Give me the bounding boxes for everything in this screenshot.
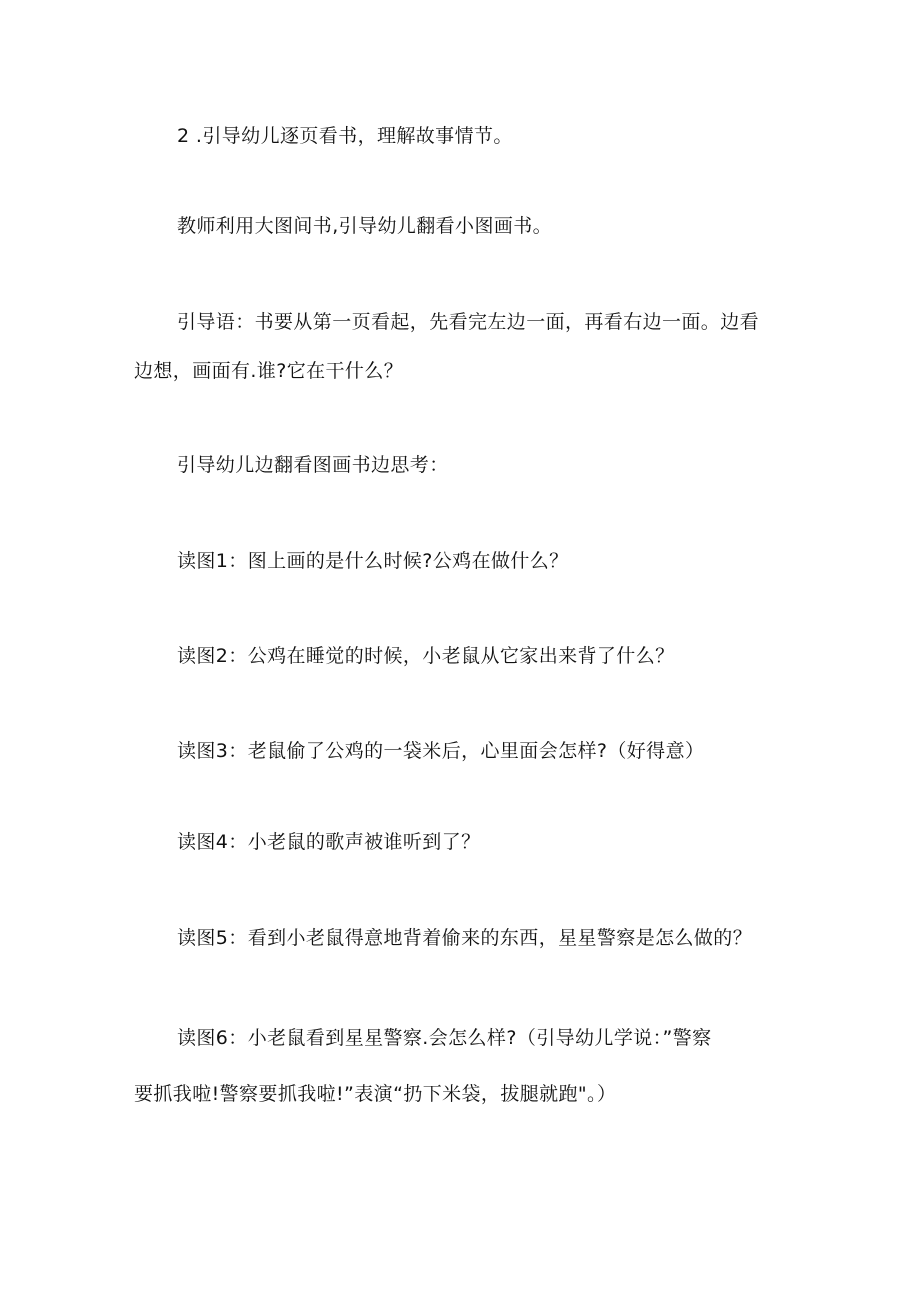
read-picture-3-paragraph (134, 727, 794, 776)
read-picture-5-paragraph (134, 914, 794, 963)
paragraph-line: 读图1：图上画的是什么时候?公鸡在做什么？ (177, 550, 569, 572)
paragraph-line: 读图4：小老鼠的歌声被谁听到了？ (177, 831, 481, 853)
read-picture-6-paragraph (134, 1010, 794, 1122)
paragraph-line: 读图6：小老鼠看到星星警察.会怎么样?（引导幼儿学说：”警察 (177, 1027, 712, 1049)
paragraph-line: 读图3：老鼠偷了公鸡的一袋米后，心里面会怎样?（好得意） (177, 740, 705, 762)
paragraph-line: 边想，画面有.谁?它在干什么？ (134, 360, 404, 382)
teacher-instruction-paragraph (134, 202, 794, 251)
paragraph-line: 读图2：公鸡在睡觉的时候，小老鼠从它家出来背了什么？ (177, 645, 675, 667)
paragraph-line: 引导语：书要从第一页看起，先看完左边一面，再看右边一面。边看 (177, 311, 760, 333)
paragraph-line: 2 .引导幼儿逐页看书，理解故事情节。 (177, 125, 513, 147)
paragraph-line: 教师利用大图间书,引导幼儿翻看小图画书。 (177, 215, 553, 237)
paragraph-line: 要抓我啦!警察要抓我啦!”表演“扔下米袋，拔腿就跑"。） (134, 1083, 617, 1105)
thinking-guide-paragraph (134, 441, 794, 490)
read-picture-4-paragraph (134, 818, 794, 867)
read-picture-2-paragraph (134, 632, 794, 681)
guiding-words-paragraph (134, 298, 794, 396)
step-2-heading (134, 112, 794, 161)
paragraph-line: 引导幼儿边翻看图画书边思考： (177, 454, 449, 476)
read-picture-1-paragraph (134, 537, 794, 586)
paragraph-line: 读图5：看到小老鼠得意地背着偷来的东西，星星警察是怎么做的？ (177, 927, 753, 949)
